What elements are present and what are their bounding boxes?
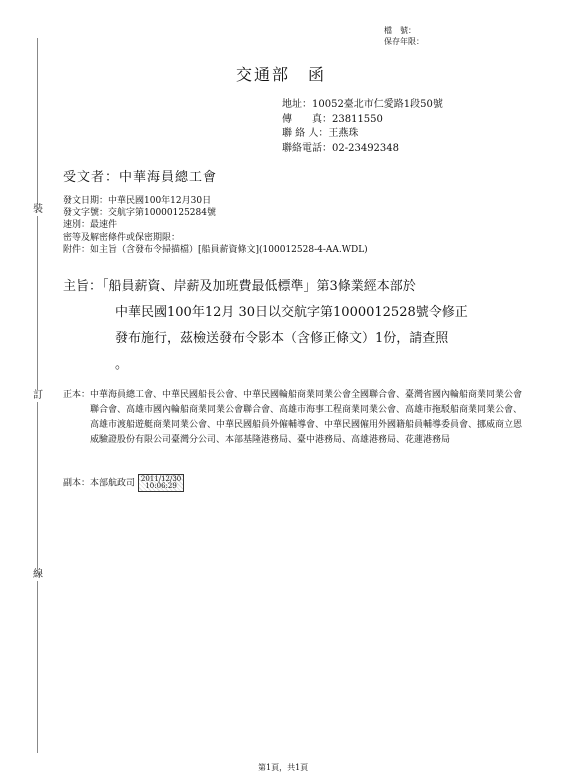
subject-line-1: 主旨：「船員薪資、岸薪及加班費最低標準」第3條業經本部於 <box>63 279 416 294</box>
subject-block <box>63 274 468 378</box>
document-meta <box>63 195 368 256</box>
binding-mark-xian: 線 <box>33 569 43 580</box>
retention-label: 保存年限： <box>384 37 424 46</box>
sender-info <box>282 98 443 156</box>
copy-recipients <box>63 474 184 492</box>
document-title: 交通部 函 <box>236 65 327 84</box>
recipient: 受文者：中華海員總工會 <box>63 170 218 185</box>
binding-mark-zhuang: 裝 <box>33 204 43 215</box>
binding-mark-ding: 訂 <box>33 390 43 401</box>
security-level: 密等及解密條件或保密期限： <box>63 232 181 243</box>
page-footer: 第1頁，共1頁 <box>258 763 309 772</box>
sender-phone: 聯絡電話：02-23492348 <box>282 142 400 154</box>
sender-address: 地址：10052臺北市仁愛路1段50號 <box>282 99 443 110</box>
subject-line-2: 中華民國100年12月 30日以交航字第1000012528號令修正 <box>115 305 468 320</box>
sender-fax: 傳 真：23811550 <box>282 113 383 125</box>
main-recipients: 正本：中華海員總工會、中華民國船長公會、中華民國輪船商業同業公會全國聯合會、臺灣省國內輪船商業同業公會聯合會、高雄市國內輪船商業同業公會聯合會、高雄市海事工程商業同業公會、高雄市拖駁船商業同業公會、高雄市渡船遊艇商業同業公會、中華民國船員外僱輔導會、中華民國僱用外國籍船員輔導委員會、挪威商立恩威驗證股份有限公司臺灣分公司、本部基隆港務局、臺中港務局、高雄港務局、花蓮港務局 <box>63 390 523 445</box>
subject-line-3: 發布施行，茲檢送發布令影本（含修正條文）1份，請查照 <box>115 331 449 346</box>
sender-contact: 聯 絡 人：王燕珠 <box>282 128 359 139</box>
archive-block <box>384 25 424 47</box>
issue-number: 發文字號：交航字第10000125284號 <box>63 208 216 219</box>
timestamp-stamp <box>138 474 184 492</box>
delivery-speed: 速別：最速件 <box>63 220 118 231</box>
subject-line-4: 。 <box>115 357 129 372</box>
copy-text: 副本：本部航政司 <box>63 478 136 489</box>
stamp-time: 10:06:29 <box>145 482 177 490</box>
file-number-label: 檔 號： <box>384 26 416 35</box>
stamp-date: 2011/12/30 <box>140 475 182 483</box>
issue-date: 發文日期：中華民國100年12月30日 <box>63 196 212 206</box>
attachment: 附件：如主旨（含發布令掃描檔）[船員薪資條文](100012528-4-AA.WDL) <box>63 244 368 255</box>
